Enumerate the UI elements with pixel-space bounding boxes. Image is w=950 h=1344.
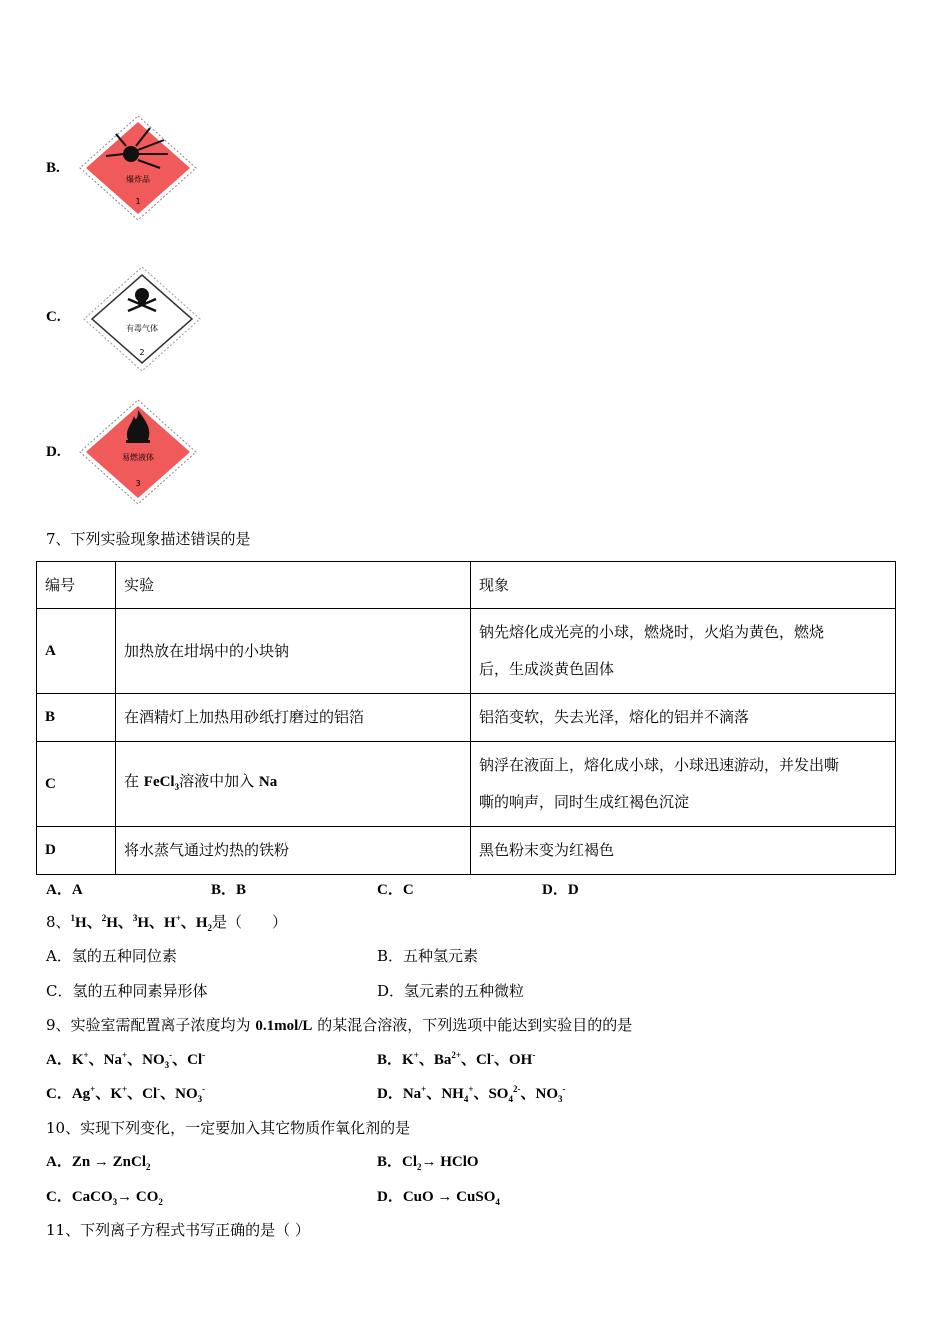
answer-option[interactable]: C．CaCO$_3$→ $CO_2$ <box>46 1189 163 1207</box>
sign-label: 爆炸品 <box>126 175 150 184</box>
row-experiment: 加热放在坩埚中的小块钠 <box>116 609 471 694</box>
sign-number: 2 <box>139 348 145 357</box>
answer-option[interactable]: A．K+、Na+、$NO_3^-$、Cl- <box>46 1050 206 1070</box>
row-observation: 黑色粉末变为红褐色 <box>471 827 896 875</box>
option-letter: C. <box>46 309 61 325</box>
header-experiment: 实验 <box>116 562 471 609</box>
formula: FeCl <box>143 773 175 790</box>
header-observation: 现象 <box>471 562 896 609</box>
row-id: D <box>37 827 116 875</box>
observation-line: 钠浮在液面上，熔化成小球，小球迅速游动，并发出嘶 <box>479 756 840 774</box>
explosive-sign-icon <box>76 112 200 222</box>
table-row <box>37 827 896 875</box>
formula-list: $^1$H、$^2$H、$^3$H、H+、$H_2$ <box>70 913 213 933</box>
answer-option[interactable]: C．氢的五种同素异形体 <box>46 982 208 1000</box>
question-number: 8、 <box>46 913 71 931</box>
answer-option[interactable]: B．K+、$Ba^{2+}$、Cl-、OH- <box>377 1050 536 1068</box>
observation-line: 后，生成淡黄色固体 <box>479 660 615 678</box>
sign-label: 易燃液体 <box>122 453 154 462</box>
row-id: C <box>37 742 116 827</box>
answer-option[interactable]: B．B <box>211 882 247 898</box>
answer-option[interactable]: B．$Cl_2\to$ HClO <box>377 1154 479 1172</box>
table-row <box>37 609 896 694</box>
concentration: 0.1mol/L <box>255 1018 313 1034</box>
table-row <box>37 742 896 827</box>
answer-option[interactable]: A．氢的五种同位素 <box>46 947 177 965</box>
table-row <box>37 694 896 742</box>
question-10-title: 10、实现下列变化，一定要加入其它物质作氧化剂的是 <box>46 1119 411 1137</box>
answer-option[interactable]: C．Ag+、K+、Cl-、$NO_3^-$ <box>46 1084 206 1104</box>
row-id: B <box>37 694 116 742</box>
row-experiment <box>116 742 471 827</box>
row-experiment: 在酒精灯上加热用砂纸打磨过的铝箔 <box>116 694 471 742</box>
formula-subscript: 3 <box>174 781 180 792</box>
question-8-title <box>46 911 287 933</box>
answer-option[interactable]: A．A <box>46 882 83 898</box>
question-9-title <box>46 1014 632 1035</box>
text-part: 在 <box>124 771 144 790</box>
answer-option[interactable]: D．CuO → CuSO$_4$ <box>377 1189 500 1207</box>
formula: Na <box>258 773 278 790</box>
question-11-title: 11、下列离子方程式书写正确的是（ ） <box>46 1221 310 1239</box>
answer-option[interactable]: D．Na+、$NH_4^+$、$SO_4^{2-}$、$NO_3^-$ <box>377 1084 566 1104</box>
option-letter: D. <box>46 444 61 460</box>
sign-label: 有毒气体 <box>126 324 158 333</box>
answer-option[interactable]: B．五种氢元素 <box>377 947 479 965</box>
toxic-gas-sign-icon <box>80 263 204 373</box>
row-observation: 铝箔变软，失去光泽，熔化的铝并不滴落 <box>471 694 896 742</box>
answer-option[interactable]: D．氢元素的五种微粒 <box>377 982 525 1000</box>
sign-number: 1 <box>135 197 141 206</box>
text-part: 溶液中加入 <box>179 771 259 790</box>
header-id: 编号 <box>37 562 116 609</box>
observation-line: 嘶的响声，同时生成红褐色沉淀 <box>479 793 690 811</box>
text-part: 9、实验室需配置离子浓度均为 <box>46 1016 256 1034</box>
question-tail: 是（ ） <box>212 913 288 931</box>
experiment-table <box>36 561 896 875</box>
table-header-row <box>37 562 896 609</box>
question-7-title: 7、下列实验现象描述错误的是 <box>46 530 251 548</box>
row-id: A <box>37 609 116 694</box>
text-part: 的某混合溶液，下列选项中能达到实验目的的是 <box>312 1016 633 1034</box>
answer-option[interactable]: D．D <box>542 882 579 898</box>
observation-line: 钠先熔化成光亮的小球，燃烧时，火焰为黄色，燃烧 <box>479 623 825 641</box>
row-experiment: 将水蒸气通过灼热的铁粉 <box>116 827 471 875</box>
option-letter: B. <box>46 160 60 176</box>
answer-option[interactable]: C．C <box>377 882 414 898</box>
answer-option[interactable]: A．Zn → ZnCl$_2$ <box>46 1154 151 1172</box>
flammable-liquid-sign-icon <box>76 396 200 506</box>
row-observation <box>471 609 896 694</box>
sign-number: 3 <box>135 479 141 488</box>
row-observation <box>471 742 896 827</box>
